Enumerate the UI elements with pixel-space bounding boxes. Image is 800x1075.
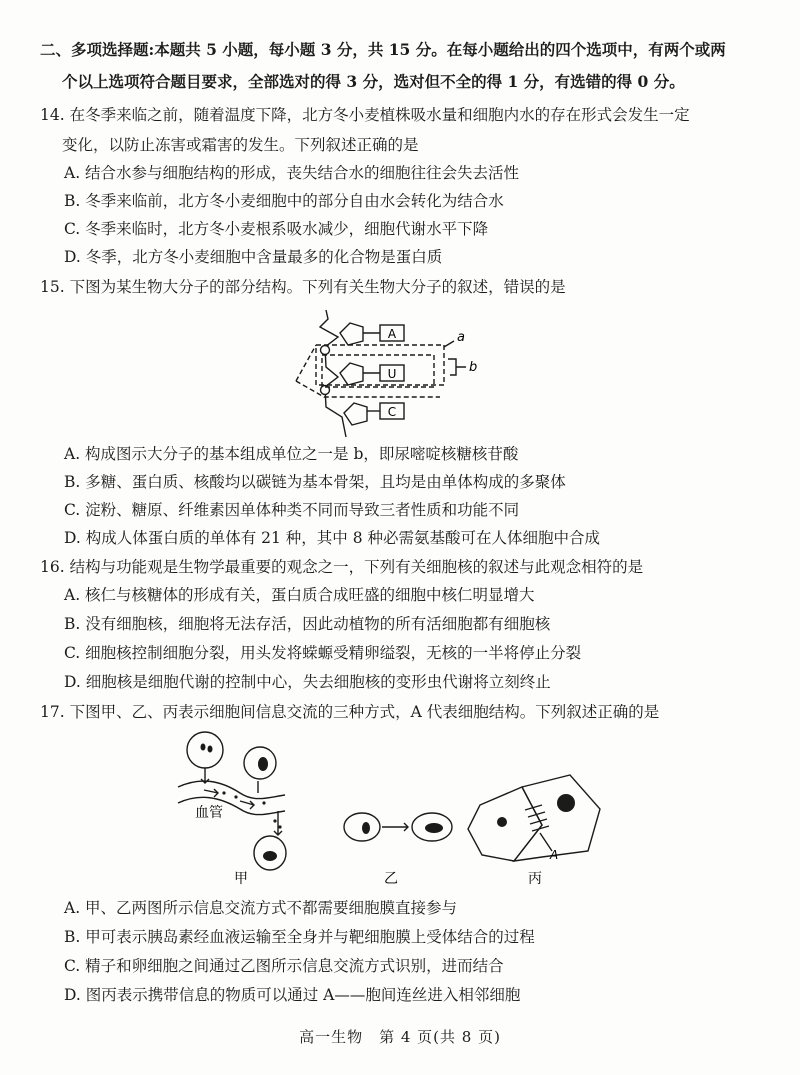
base-c-label: C: [387, 405, 397, 419]
q16-stem: 16. 结构与功能观是生物学最重要的观念之一，下列有关细胞核的叙述与此观念相符的是: [40, 558, 644, 576]
label-structure-a: A: [550, 848, 559, 862]
q14-option-b: B. 冬季来临前，北方冬小麦细胞中的部分自由水会转化为结合水: [64, 192, 504, 210]
cell-communication-figure: [170, 725, 610, 890]
q17-option-c: C. 精子和卵细胞之间通过乙图所示信息交流方式识别，进而结合: [64, 957, 504, 975]
q16-option-c: C. 细胞核控制细胞分裂，用头发将蝾螈受精卵缢裂，无核的一半将停止分裂: [64, 644, 582, 662]
q14-stem-line1: 14. 在冬季来临之前，随着温度下降，北方冬小麦植株吸水量和细胞内水的存在形式会发生一定: [40, 106, 690, 124]
q15-option-d: D. 构成人体蛋白质的单体有 21 种，其中 8 种必需氨基酸可在人体细胞中合成: [64, 529, 601, 547]
base-a-label: A: [387, 327, 397, 341]
q15-option-b: B. 多糖、蛋白质、核酸均以碳链为基本骨架，且均是由单体构成的多聚体: [64, 473, 566, 491]
q17-option-b: B. 甲可表示胰岛素经血液运输至全身并与靶细胞膜上受体结合的过程: [64, 928, 535, 946]
q14-option-a: A. 结合水参与细胞结构的形成，丧失结合水的细胞往往会失去活性: [64, 164, 520, 182]
q16-option-d: D. 细胞核是细胞代谢的控制中心，失去细胞核的变形虫代谢将立刻终止: [64, 673, 551, 691]
label-a: a: [457, 330, 465, 345]
section-header-line2: 个以上选项符合题目要求，全部选对的得 3 分，选对但不全的得 1 分，有选错的得 0 分。: [62, 72, 685, 91]
q17-option-d: D. 图丙表示携带信息的物质可以通过 A——胞间连丝进入相邻细胞: [64, 986, 521, 1004]
label-b: b: [469, 360, 478, 375]
q17-stem: 17. 下图甲、乙、丙表示细胞间信息交流的三种方式，A 代表细胞结构。下列叙述正确的是: [40, 703, 660, 721]
label-yi: 乙: [384, 871, 398, 887]
q14-option-c: C. 冬季来临时，北方冬小麦根系吸水减少，细胞代谢水平下降: [64, 220, 489, 238]
q14-stem-line2: 变化，以防止冻害或霜害的发生。下列叙述正确的是: [62, 136, 419, 154]
q15-option-a: A. 构成图示大分子的基本组成单位之一是 b，即尿嘧啶核糖核苷酸: [64, 445, 519, 463]
vessel-label: 血管: [195, 805, 223, 821]
q17-option-a: A. 甲、乙两图所示信息交流方式不都需要细胞膜直接参与: [64, 899, 458, 917]
q16-option-a: A. 核仁与核糖体的形成有关，蛋白质合成旺盛的细胞中核仁明显增大: [64, 586, 535, 604]
section-header-line1: 二、多项选择题:本题共 5 小题，每小题 3 分，共 15 分。在每小题给出的四个选项中，有两个或两: [40, 40, 726, 59]
q15-stem: 15. 下图为某生物大分子的部分结构。下列有关生物大分子的叙述，错误的是: [40, 278, 566, 296]
label-jia: 甲: [234, 871, 248, 887]
rna-structure-figure: [280, 305, 510, 445]
q15-option-c: C. 淀粉、糖原、纤维素因单体种类不同而导致三者性质和功能不同: [64, 501, 520, 519]
q14-option-d: D. 冬季，北方冬小麦细胞中含量最多的化合物是蛋白质: [64, 248, 443, 266]
q16-option-b: B. 没有细胞核，细胞将无法存活，因此动植物的所有活细胞都有细胞核: [64, 615, 551, 633]
page-footer: 高一生物 第 4 页(共 8 页): [299, 1028, 501, 1046]
label-bing: 丙: [528, 871, 542, 887]
base-u-label: U: [387, 367, 397, 381]
